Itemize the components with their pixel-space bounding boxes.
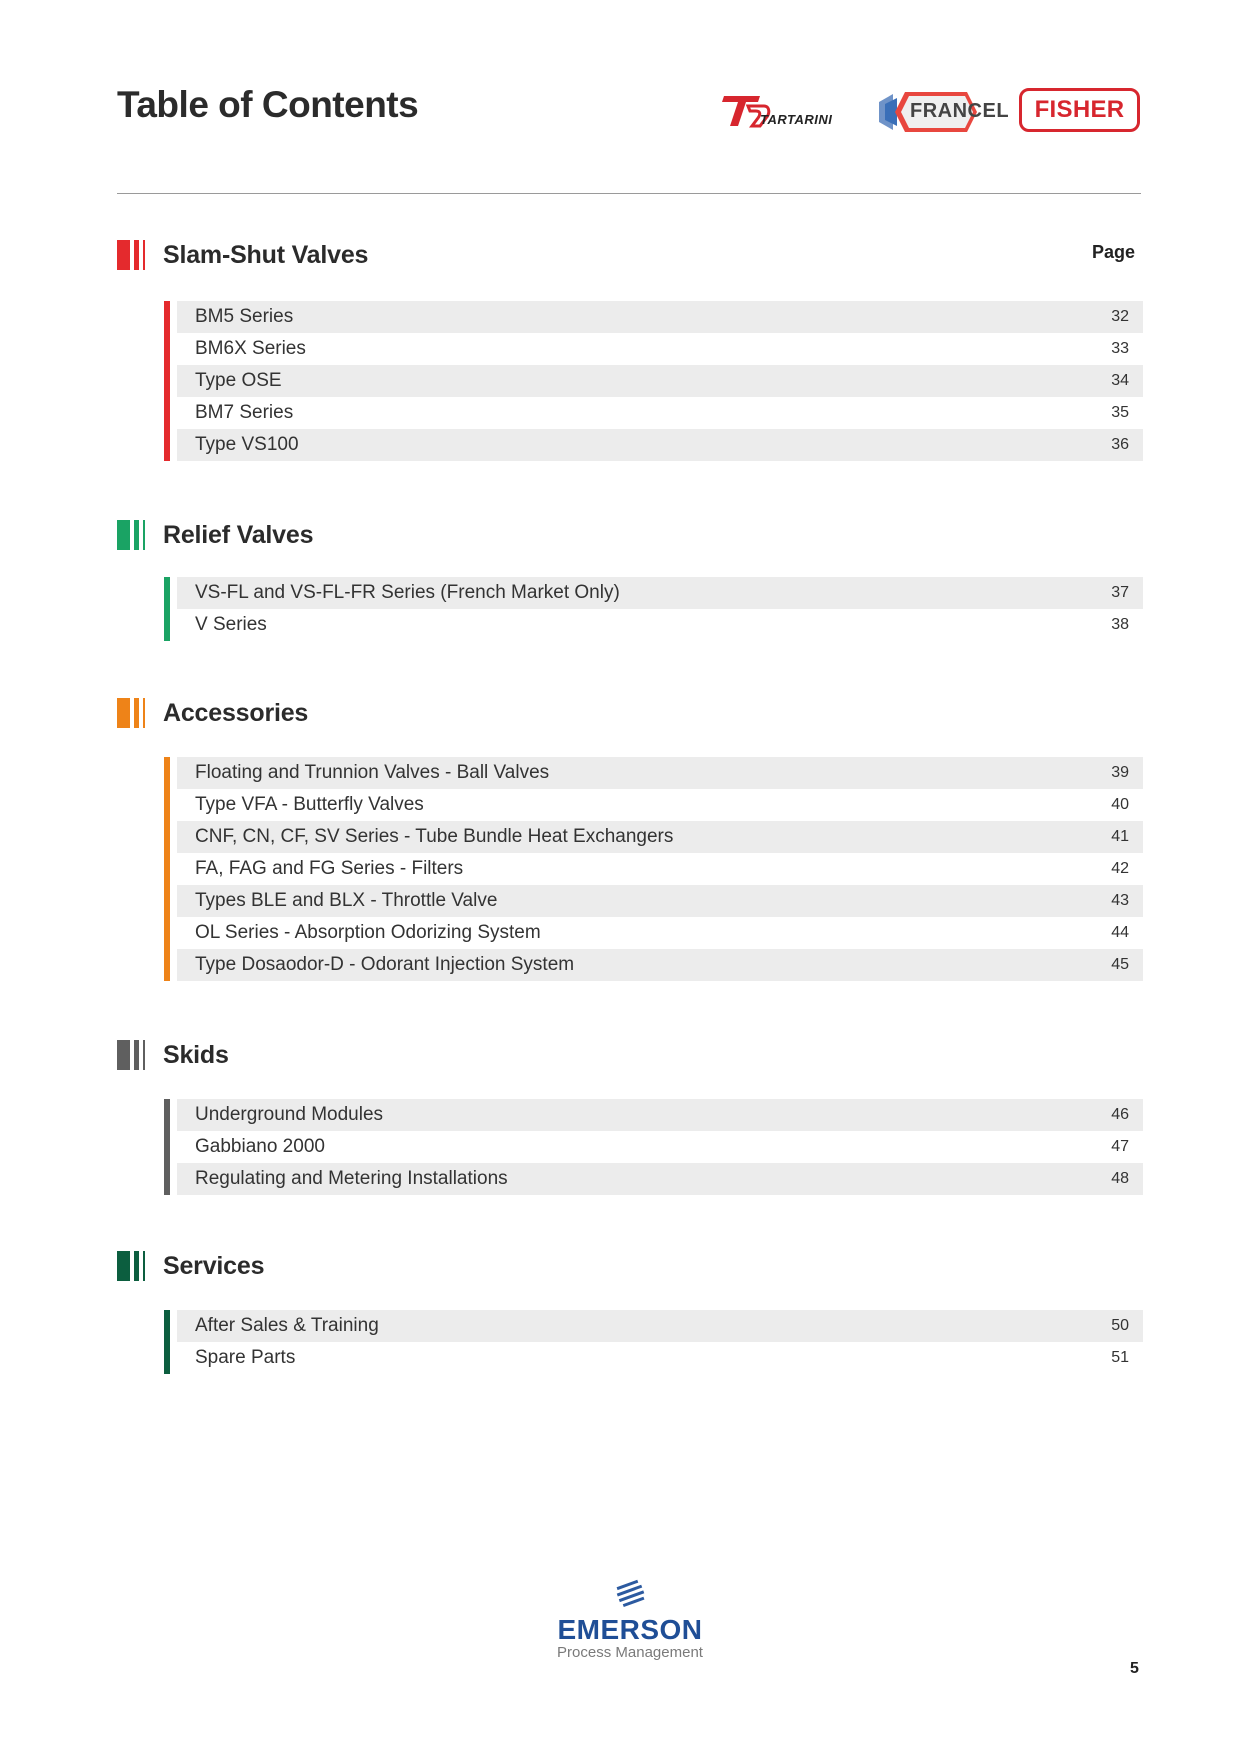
toc-entry[interactable] [177,333,1143,365]
section-bars-icon [117,240,145,270]
entry-page: 35 [1111,404,1129,421]
toc-entry[interactable] [177,821,1143,853]
page-column-label: Page [1092,242,1136,262]
emerson-wordmark: EMERSON [557,1614,703,1645]
entry-page: 38 [1111,616,1129,633]
toc-entry[interactable] [177,1342,1143,1374]
entry-label: V Series [195,614,267,635]
toc-list-relief [164,577,1143,641]
toc-entry[interactable] [177,1131,1143,1163]
emerson-logo [540,1575,720,1661]
toc-entry[interactable] [177,1163,1143,1195]
entry-label: Spare Parts [195,1347,296,1368]
toc-entry[interactable] [177,1099,1143,1131]
section-heading-accessories [117,696,308,730]
entry-page: 42 [1111,860,1129,877]
toc-list-skids [164,1099,1143,1195]
toc-entry[interactable] [177,885,1143,917]
entry-page: 44 [1111,924,1129,941]
section-accent-bar [164,1099,170,1195]
page-title: Table of Contents [117,84,419,125]
toc-entry[interactable] [177,949,1143,981]
toc-entry[interactable] [177,397,1143,429]
entry-page: 39 [1111,764,1129,781]
toc-entry[interactable] [177,917,1143,949]
toc-entry[interactable] [177,853,1143,885]
emerson-subtitle: Process Management [557,1644,703,1661]
header-divider [117,193,1141,194]
fisher-wordmark: FISHER [1034,96,1125,123]
entry-page: 48 [1111,1170,1129,1187]
tartarini-wordmark: TARTARINI [760,112,833,127]
fisher-logo [1019,88,1140,132]
francel-wordmark: FRANCEL [910,100,1010,122]
entry-label: Regulating and Metering Installations [195,1168,508,1189]
section-accent-bar [164,757,170,981]
toc-entry[interactable] [177,609,1143,641]
section-heading-slam-shut [117,238,368,272]
entry-page: 37 [1111,584,1129,601]
toc-entry[interactable] [177,429,1143,461]
entry-label: Types BLE and BLX - Throttle Valve [195,890,498,911]
section-bars-icon [117,520,145,550]
francel-logo [875,88,1010,136]
entry-label: Type VS100 [195,434,299,455]
entry-label: Type OSE [195,370,282,391]
section-accent-bar [164,1310,170,1374]
entry-label: Floating and Trunnion Valves - Ball Valves [195,762,550,783]
entry-label: Type Dosaodor-D - Odorant Injection System [195,954,575,975]
section-title: Skids [163,1040,229,1069]
section-title: Accessories [163,698,309,727]
entry-label: FA, FAG and FG Series - Filters [195,858,464,879]
section-title: Services [163,1251,265,1280]
entry-page: 41 [1111,828,1129,845]
entry-label: VS-FL and VS-FL-FR Series (French Market Only) [195,582,620,603]
entry-page: 33 [1111,340,1129,357]
toc-entry[interactable] [177,301,1143,333]
entry-label: After Sales & Training [195,1315,379,1336]
entry-page: 40 [1111,796,1129,813]
toc-entry[interactable] [177,757,1143,789]
toc-list-slam-shut [164,301,1143,461]
entry-label: Gabbiano 2000 [195,1136,325,1157]
entry-page: 34 [1111,372,1129,389]
toc-entry[interactable] [177,1310,1143,1342]
page-number: 5 [1130,1660,1139,1677]
section-title: Slam-Shut Valves [163,240,369,269]
toc-list-accessories [164,757,1143,981]
entry-page: 47 [1111,1138,1129,1155]
toc-entry[interactable] [177,577,1143,609]
entry-label: BM7 Series [195,402,294,423]
toc-entry[interactable] [177,789,1143,821]
section-heading-services [117,1249,264,1283]
emerson-globe-icon [613,1575,647,1609]
entry-label: Underground Modules [195,1104,384,1125]
section-bars-icon [117,1251,145,1281]
entry-page: 51 [1111,1349,1129,1366]
entry-page: 46 [1111,1106,1129,1123]
toc-entry[interactable] [177,365,1143,397]
entry-label: Type VFA - Butterfly Valves [195,794,424,815]
entry-label: OL Series - Absorption Odorizing System [195,922,541,943]
section-bars-icon [117,1040,145,1070]
section-heading-skids [117,1038,229,1072]
section-title: Relief Valves [163,520,314,549]
tartarini-logo [720,92,848,134]
entry-label: CNF, CN, CF, SV Series - Tube Bundle Heat Exchangers [195,826,674,847]
section-heading-relief [117,518,313,552]
toc-list-services [164,1310,1143,1374]
entry-page: 45 [1111,956,1129,973]
entry-label: BM6X Series [195,338,306,359]
entry-page: 43 [1111,892,1129,909]
entry-label: BM5 Series [195,306,294,327]
section-accent-bar [164,577,170,641]
entry-page: 50 [1111,1317,1129,1334]
section-bars-icon [117,698,145,728]
entry-page: 32 [1111,308,1129,325]
section-accent-bar [164,301,170,461]
entry-page: 36 [1111,436,1129,453]
